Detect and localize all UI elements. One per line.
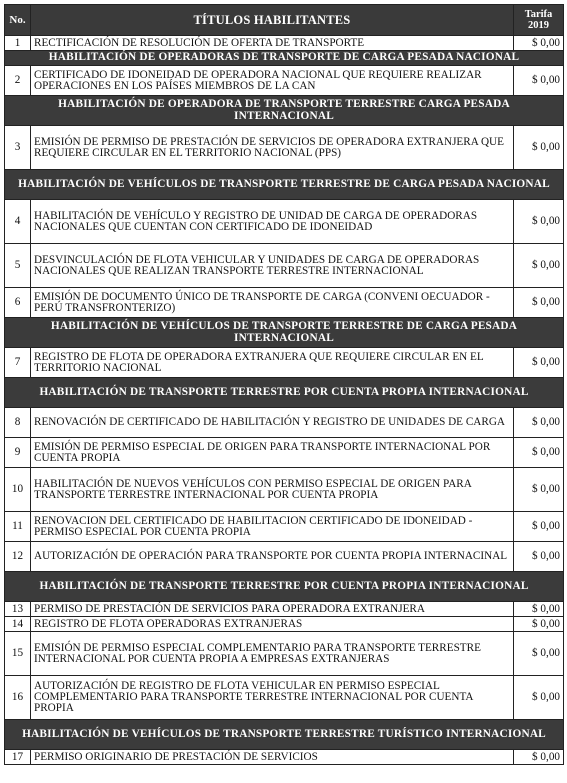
row-tarifa: $ 0,00 <box>514 438 564 468</box>
row-description: REGISTRO DE FLOTA DE OPERADORA EXTRANJERA QUE REQUIERE CIRCULAR EN EL TERRITORIO NACIONAL <box>31 348 514 378</box>
row-description: REGISTRO DE FLOTA OPERADORAS EXTRANJERAS <box>31 617 514 632</box>
row-tarifa: $ 0,00 <box>514 36 564 51</box>
row-number: 8 <box>5 408 31 438</box>
header-row <box>5 5 564 36</box>
row-tarifa: $ 0,00 <box>514 676 564 720</box>
row-number: 4 <box>5 200 31 244</box>
row-tarifa: $ 0,00 <box>514 512 564 542</box>
section-label: HABILITACIÓN DE TRANSPORTE TERRESTRE POR CUENTA PROPIA INTERNACIONAL <box>5 378 564 408</box>
table-body <box>5 36 564 765</box>
row-number: 10 <box>5 468 31 512</box>
row-description: EMISIÓN DE PERMISO ESPECIAL COMPLEMENTARIO PARA TRANSPORTE TERRESTRE INTERNACIONAL POR CUENTA PROPIA A EMPRESAS EXTRANJERAS <box>31 632 514 676</box>
row-description: HABILITACIÓN DE VEHÍCULO Y REGISTRO DE UNIDAD DE CARGA DE OPERADORAS NACIONALES QUE CUENTAN CON CERTIFICADO DE IDONEIDAD <box>31 200 514 244</box>
row-number: 13 <box>5 602 31 617</box>
row-tarifa: $ 0,00 <box>514 200 564 244</box>
section-row <box>5 170 564 200</box>
section-row <box>5 720 564 750</box>
section-label: HABILITACIÓN DE OPERADORAS DE TRANSPORTE DE CARGA PESADA NACIONAL <box>5 51 564 66</box>
row-number: 1 <box>5 36 31 51</box>
row-number: 16 <box>5 676 31 720</box>
section-label: HABILITACIÓN DE VEHÍCULOS DE TRANSPORTE TERRESTRE DE CARGA PESADA NACIONAL <box>5 170 564 200</box>
header-titulos: TÍTULOS HABILITANTES <box>31 5 514 36</box>
row-number: 14 <box>5 617 31 632</box>
row-description: HABILITACIÓN DE NUEVOS VEHÍCULOS CON PERMISO ESPECIAL DE ORIGEN PARA TRANSPORTE TERRESTRE INTERNACIONAL POR CUENTA PROPIA <box>31 468 514 512</box>
row-description: RECTIFICACIÓN DE RESOLUCIÓN DE OFERTA DE TRANSPORTE <box>31 36 514 51</box>
row-description: PERMISO ORIGINARIO DE PRESTACIÓN DE SERVICIOS <box>31 750 514 765</box>
row-number: 7 <box>5 348 31 378</box>
table-row <box>5 200 564 244</box>
section-row <box>5 96 564 126</box>
header-tarifa <box>514 5 564 36</box>
row-tarifa: $ 0,00 <box>514 348 564 378</box>
row-description: PERMISO DE PRESTACIÓN DE SERVICIOS PARA OPERADORA EXTRANJERA <box>31 602 514 617</box>
table-row <box>5 542 564 572</box>
table-row <box>5 288 564 318</box>
row-number: 17 <box>5 750 31 765</box>
header-tarifa-line2: 2019 <box>528 20 549 31</box>
row-tarifa: $ 0,00 <box>514 632 564 676</box>
row-description: RENOVACION DEL CERTIFICADO DE HABILITACION CERTIFICADO DE IDONEIDAD - PERMISO ESPECIAL POR CUENTA PROPIA <box>31 512 514 542</box>
section-row <box>5 51 564 66</box>
row-description: AUTORIZACIÓN DE REGISTRO DE FLOTA VEHICULAR EN PERMISO ESPECIAL COMPLEMENTARIO PARA TRANSPORTE TERRESTRE INTERNACIONAL POR CUENTA PROPIA <box>31 676 514 720</box>
table-row <box>5 602 564 617</box>
table-row <box>5 512 564 542</box>
table-row <box>5 408 564 438</box>
row-tarifa: $ 0,00 <box>514 468 564 512</box>
row-tarifa: $ 0,00 <box>514 750 564 765</box>
table-row <box>5 36 564 51</box>
section-row <box>5 318 564 348</box>
table-row <box>5 676 564 720</box>
section-row <box>5 378 564 408</box>
row-description: AUTORIZACIÓN DE OPERACIÓN PARA TRANSPORTE POR CUENTA PROPIA INTERNACINAL <box>31 542 514 572</box>
table-header <box>5 5 564 36</box>
header-tarifa-line1: Tarifa <box>524 9 553 20</box>
row-description: EMISIÓN DE DOCUMENTO ÚNICO DE TRANSPORTE DE CARGA (CONVENI OECUADOR - PERÚ TRANSFRONTERIZO) <box>31 288 514 318</box>
row-description: DESVINCULACIÓN DE FLOTA VEHICULAR Y UNIDADES DE CARGA DE OPERADORAS NACIONALES QUE REALIZAN TRANSPORTE TERRESTRE INTERNACIONAL <box>31 244 514 288</box>
table-row <box>5 348 564 378</box>
table-row <box>5 750 564 765</box>
row-tarifa: $ 0,00 <box>514 617 564 632</box>
row-tarifa: $ 0,00 <box>514 542 564 572</box>
row-number: 2 <box>5 66 31 96</box>
row-tarifa: $ 0,00 <box>514 244 564 288</box>
table-row <box>5 632 564 676</box>
row-number: 6 <box>5 288 31 318</box>
table-row <box>5 438 564 468</box>
row-description: EMISIÓN DE PERMISO ESPECIAL DE ORIGEN PARA TRANSPORTE INTERNACIONAL POR CUENTA PROPIA <box>31 438 514 468</box>
section-label: HABILITACIÓN DE TRANSPORTE TERRESTRE POR CUENTA PROPIA INTERNACIONAL <box>5 572 564 602</box>
row-number: 12 <box>5 542 31 572</box>
section-label: HABILITACIÓN DE VEHÍCULOS DE TRANSPORTE TERRESTRE TURÍSTICO INTERNACIONAL <box>5 720 564 750</box>
row-tarifa: $ 0,00 <box>514 602 564 617</box>
row-number: 11 <box>5 512 31 542</box>
row-tarifa: $ 0,00 <box>514 288 564 318</box>
table-row <box>5 468 564 512</box>
tarifas-table <box>4 4 564 765</box>
header-no: No. <box>5 5 31 36</box>
row-description: EMISIÓN DE PERMISO DE PRESTACIÓN DE SERVICIOS DE OPERADORA EXTRANJERA QUE REQUIERE CIRCULAR EN EL TERRITORIO NACIONAL (PPS) <box>31 126 514 170</box>
section-label: HABILITACIÓN DE OPERADORA DE TRANSPORTE TERRESTRE CARGA PESADA INTERNACIONAL <box>5 96 564 126</box>
section-row <box>5 572 564 602</box>
row-tarifa: $ 0,00 <box>514 408 564 438</box>
row-tarifa: $ 0,00 <box>514 66 564 96</box>
row-description: RENOVACIÓN DE CERTIFICADO DE HABILITACIÓN Y REGISTRO DE UNIDADES DE CARGA <box>31 408 514 438</box>
table-row <box>5 617 564 632</box>
row-tarifa: $ 0,00 <box>514 126 564 170</box>
row-number: 3 <box>5 126 31 170</box>
section-label: HABILITACIÓN DE VEHÍCULOS DE TRANSPORTE TERRESTRE DE CARGA PESADA INTERNACIONAL <box>5 318 564 348</box>
row-number: 15 <box>5 632 31 676</box>
row-number: 9 <box>5 438 31 468</box>
table-row <box>5 244 564 288</box>
row-description: CERTIFICADO DE IDONEIDAD DE OPERADORA NACIONAL QUE REQUIERE REALIZAR OPERACIONES EN LOS PAÍSES MIEMBROS DE LA CAN <box>31 66 514 96</box>
row-number: 5 <box>5 244 31 288</box>
table-row <box>5 126 564 170</box>
table-row <box>5 66 564 96</box>
